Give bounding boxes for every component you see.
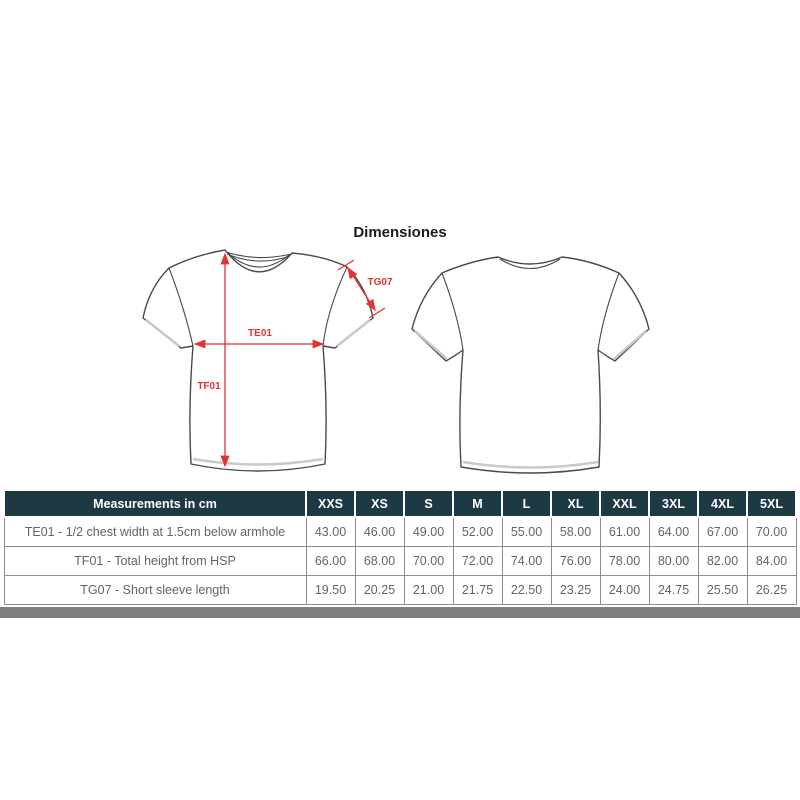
header-size-xxl: XXL: [600, 490, 649, 517]
front-shirt-illustration: [135, 240, 405, 485]
table-bottom-shadow: [0, 607, 800, 618]
value-cell: 78.00: [600, 547, 649, 576]
value-cell: 68.00: [355, 547, 404, 576]
value-cell: 80.00: [649, 547, 698, 576]
header-size-s: S: [404, 490, 453, 517]
value-cell: 21.75: [453, 576, 502, 605]
value-cell: 43.00: [306, 517, 355, 547]
value-cell: 20.25: [355, 576, 404, 605]
table-row-te01: [4, 517, 796, 547]
table-row-tg07: [4, 576, 796, 605]
value-cell: 66.00: [306, 547, 355, 576]
tf01-label: TF01: [197, 381, 221, 392]
value-cell: 55.00: [502, 517, 551, 547]
header-size-xxs: XXS: [306, 490, 355, 517]
value-cell: 76.00: [551, 547, 600, 576]
front-tee-outline: [143, 250, 373, 471]
value-cell: 70.00: [747, 517, 796, 547]
te01-label: TE01: [248, 328, 272, 339]
header-size-3xl: 3XL: [649, 490, 698, 517]
value-cell: 72.00: [453, 547, 502, 576]
value-cell: 67.00: [698, 517, 747, 547]
value-cell: 82.00: [698, 547, 747, 576]
value-cell: 58.00: [551, 517, 600, 547]
header-size-xl: XL: [551, 490, 600, 517]
value-cell: 84.00: [747, 547, 796, 576]
value-cell: 22.50: [502, 576, 551, 605]
header-size-5xl: 5XL: [747, 490, 796, 517]
tg07-label: TG07: [367, 277, 393, 288]
value-cell: 49.00: [404, 517, 453, 547]
value-cell: 70.00: [404, 547, 453, 576]
header-size-m: M: [453, 490, 502, 517]
value-cell: 24.00: [600, 576, 649, 605]
value-cell: 64.00: [649, 517, 698, 547]
header-size-xs: XS: [355, 490, 404, 517]
table-row-tf01: [4, 547, 796, 576]
value-cell: 74.00: [502, 547, 551, 576]
value-cell: 19.50: [306, 576, 355, 605]
value-cell: 26.25: [747, 576, 796, 605]
row-label-cell: TE01 - 1/2 chest width at 1.5cm below armhole: [4, 517, 306, 547]
value-cell: 46.00: [355, 517, 404, 547]
value-cell: 24.75: [649, 576, 698, 605]
value-cell: 61.00: [600, 517, 649, 547]
back-shirt-illustration: [405, 245, 670, 485]
row-label-cell: TG07 - Short sleeve length: [4, 576, 306, 605]
value-cell: 21.00: [404, 576, 453, 605]
value-cell: 23.25: [551, 576, 600, 605]
header-size-4xl: 4XL: [698, 490, 747, 517]
header-size-l: L: [502, 490, 551, 517]
row-label-cell: TF01 - Total height from HSP: [4, 547, 306, 576]
header-measurements: Measurements in cm: [4, 490, 306, 517]
table-header-row: [4, 490, 796, 517]
measurements-table: [3, 489, 797, 605]
value-cell: 52.00: [453, 517, 502, 547]
value-cell: 25.50: [698, 576, 747, 605]
page-title: Dimensiones: [353, 224, 447, 241]
